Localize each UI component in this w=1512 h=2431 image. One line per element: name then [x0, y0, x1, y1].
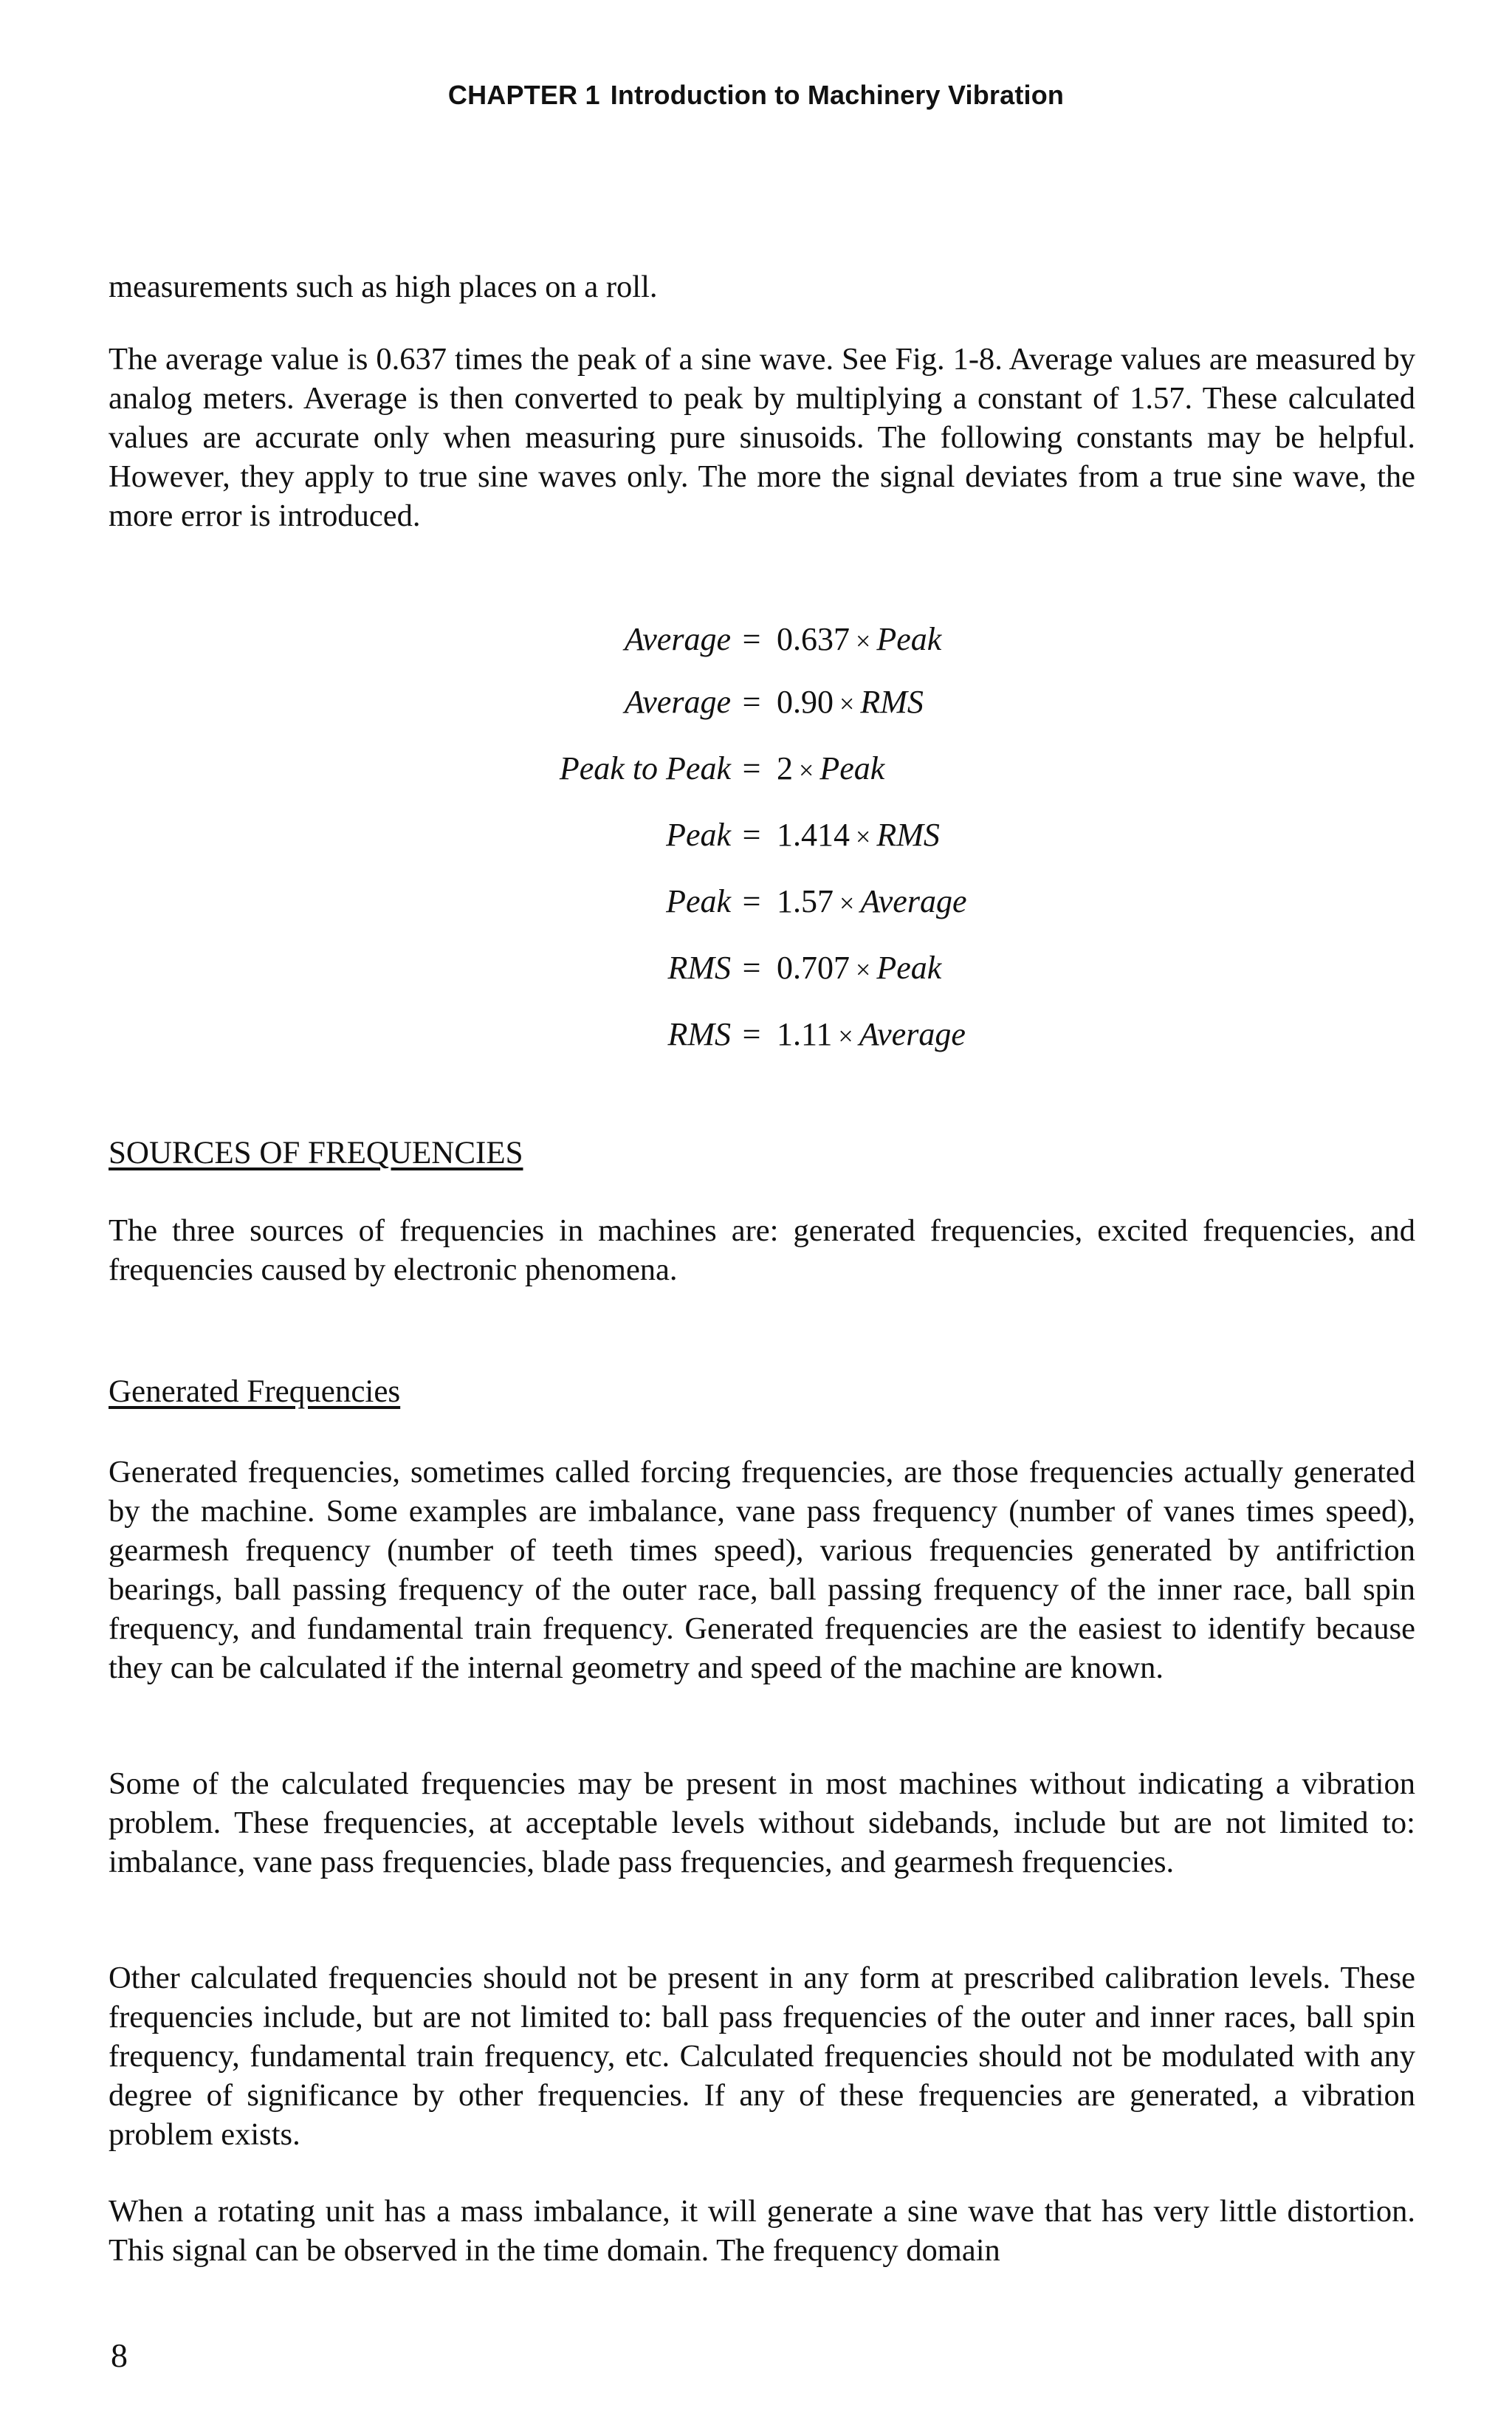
formula-rhs [777, 750, 884, 787]
paragraph-continuation: measurements such as high places on a roll. [109, 270, 658, 304]
formula-row [0, 882, 1512, 927]
chapter-title: Introduction to Machinery Vibration [610, 80, 1065, 110]
formula-unit: Peak [876, 621, 942, 657]
formula-lhs: RMS [667, 1016, 731, 1052]
formula-lhs: Peak to Peak [559, 750, 731, 786]
formula-constant: 2 [777, 750, 793, 786]
formula-row [0, 1015, 1512, 1060]
formula-equals: = [742, 684, 761, 720]
formula-row [0, 620, 1512, 665]
formula-unit: RMS [860, 684, 924, 720]
formula-equals: = [742, 950, 761, 986]
formula-times: × [856, 955, 871, 984]
formula-rhs [777, 620, 941, 658]
formula-times: × [856, 822, 871, 851]
formula-times: × [856, 626, 871, 656]
paragraph-generated-1: Generated frequencies, sometimes called forcing frequencies, are those frequencies actually generated by the machine. Some examples are imbalance, vane pass frequency (number of vanes times speed), gearmesh frequency (number of teeth times speed), various frequencies generated by antifriction bearings, ball passing frequency of the outer race, ball passing frequency of the inner race, ball spin frequency, and fundamental train frequency. Generated frequencies are the easiest to identify because they can be calculated if the internal geometry and speed of the machine are known. [109, 1455, 1415, 1685]
formula-rhs [777, 816, 940, 854]
formula-unit: Average [860, 883, 967, 919]
paragraph-sources: The three sources of frequencies in machines are: generated frequencies, excited frequencies, and frequencies caused by electronic phenomena. [109, 1213, 1415, 1287]
formula-unit: Peak [819, 750, 885, 786]
formula-equals: = [742, 817, 761, 853]
formula-lhs: Average [624, 684, 731, 720]
formula-lhs: Peak [666, 883, 731, 919]
formula-unit: Peak [876, 950, 942, 986]
formula-lhs: RMS [667, 950, 731, 986]
formula-constant: 0.707 [777, 950, 850, 986]
formula-row [0, 683, 1512, 727]
page-number: 8 [111, 2336, 128, 2374]
formula-rhs [777, 949, 941, 987]
formula-equals: = [742, 621, 761, 657]
paragraph-generated-2: Some of the calculated frequencies may be present in most machines without indicating a vibration problem. These frequencies, at acceptable levels without sidebands, include but are not limited to: imbalance, vane pass frequencies, blade pass frequencies, and gearmesh frequencies. [109, 1766, 1415, 1879]
formula-rhs [777, 1015, 966, 1053]
formula-rhs [777, 683, 924, 721]
running-header [0, 80, 1512, 111]
formula-constant: 1.57 [777, 883, 834, 919]
chapter-label: CHAPTER 1 [447, 80, 600, 110]
formula-row [0, 949, 1512, 993]
formula-times: × [838, 1021, 853, 1051]
formula-lhs: Peak [666, 817, 731, 853]
paragraph-average-value: The average value is 0.637 times the peak of a sine wave. See Fig. 1-8. Average values are measured by analog meters. Average is then converted to peak by multiplying a constant of 1.57. These calculated values are accurate only when measuring pure sinusoids. The following constants may be helpful. However, they apply to true sine waves only. The more the signal deviates from a true sine wave, the more error is introduced. [109, 342, 1415, 533]
section-heading-sources: SOURCES OF FREQUENCIES [109, 1136, 523, 1170]
formula-rhs [777, 882, 966, 920]
formula-times: × [839, 689, 855, 719]
formula-constant: 0.90 [777, 684, 834, 720]
formula-constant: 1.414 [777, 817, 850, 853]
paragraph-generated-3: Other calculated frequencies should not be present in any form at prescribed calibration levels. These frequencies include, but are not limited to: ball pass frequencies of the outer and inner races, ball spin frequency, fundamental train frequency, etc. Calculated frequencies should not be modulated with any degree of significance by other frequencies. If any of these frequencies are generated, a vibration problem exists. [109, 1961, 1415, 2152]
formula-equals: = [742, 1016, 761, 1052]
formula-constant: 0.637 [777, 621, 850, 657]
formula-row [0, 816, 1512, 860]
formula-unit: RMS [876, 817, 940, 853]
formula-equals: = [742, 883, 761, 919]
formula-row [0, 750, 1512, 794]
formula-times: × [799, 755, 814, 785]
formula-times: × [839, 888, 855, 918]
subsection-heading-generated: Generated Frequencies [109, 1374, 401, 1409]
formula-equals: = [742, 750, 761, 786]
formula-unit: Average [859, 1016, 966, 1052]
formula-lhs: Average [624, 621, 731, 657]
formula-constant: 1.11 [777, 1016, 833, 1052]
paragraph-generated-4: When a rotating unit has a mass imbalance, it will generate a sine wave that has very little distortion. This signal can be observed in the time domain. The frequency domain [109, 2194, 1415, 2268]
